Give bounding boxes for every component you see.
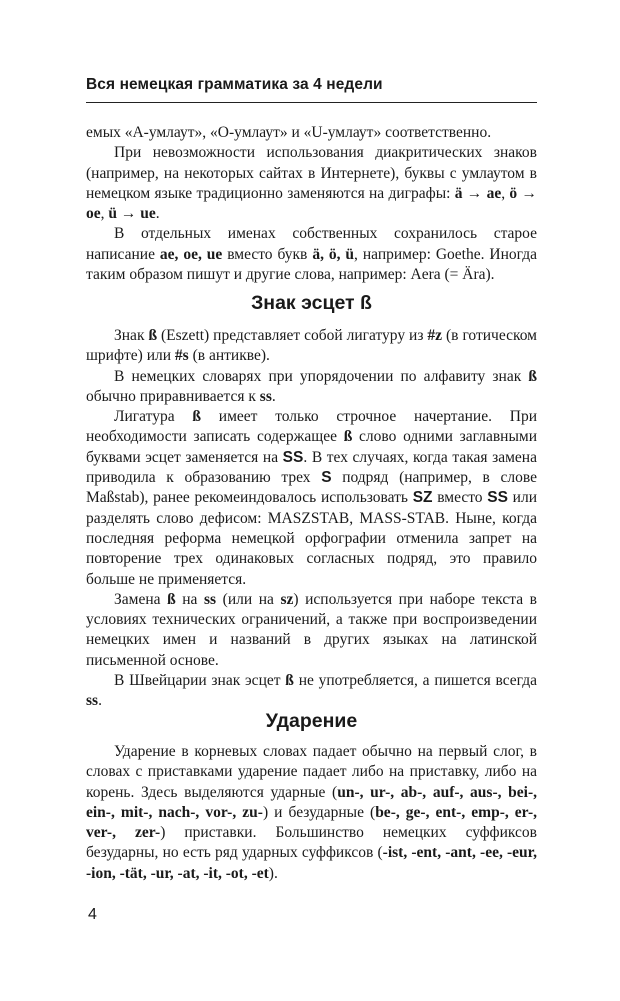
emphasis: ss xyxy=(204,590,217,608)
section-title-stress: Ударение xyxy=(265,710,358,732)
text-run: ). xyxy=(268,864,278,882)
stress-text xyxy=(86,742,537,884)
emphasis: sz xyxy=(280,590,294,608)
intro-paragraph-2 xyxy=(86,143,537,224)
digraph-ue: ü → ue xyxy=(108,205,156,223)
emphasis: ß xyxy=(167,590,176,608)
digraph-oe: ö → oe xyxy=(86,184,537,223)
emphasis: ß xyxy=(528,367,537,385)
running-header: Вся немецкая грамматика за 4 недели xyxy=(86,76,383,93)
text-run: , xyxy=(501,184,510,202)
page-number: 4 xyxy=(88,906,97,923)
text-run: Знак xyxy=(114,327,149,344)
emphasis: ß xyxy=(148,327,158,344)
intro-paragraph-1 xyxy=(86,123,537,143)
unstressed-prefixes: be-, ge-, ent-, emp-, er-, ver-, zer- xyxy=(86,803,538,842)
text-run: . xyxy=(271,387,276,405)
stressed-suffixes: -ist, -ent, -ant, -ee, -eur, -ion, -tät, -ur, -at, -it, -ot, -et xyxy=(86,844,538,882)
emphasis: S xyxy=(321,469,332,487)
eszett-paragraph-2 xyxy=(86,367,537,408)
intro-paragraph-3 xyxy=(86,224,537,285)
digraph-ae: ä → ae xyxy=(454,184,502,202)
emphasis: SS xyxy=(282,448,304,466)
eszett-paragraph-1 xyxy=(86,326,537,367)
emphasis: ss xyxy=(86,692,99,710)
section-title-eszett: Знак эсцет ß xyxy=(251,292,372,314)
intro-text xyxy=(86,123,537,285)
text-run: емых «А-умлаут», «О-умлаут» и «U-умлаут» соответственно. xyxy=(86,124,492,141)
text-run: (или на xyxy=(216,590,281,608)
emphasis: ss xyxy=(259,387,272,405)
text-run: вместо букв xyxy=(222,245,313,263)
emphasis: ß xyxy=(285,672,294,690)
text-run: , например: Goethe. Иногда таким образом пишут и другие слова, например: Aera (= Ära). xyxy=(86,245,537,284)
text-run: обычно приравнивается к xyxy=(86,387,260,405)
text-run: на xyxy=(175,590,205,608)
emphasis: SS xyxy=(487,489,508,507)
text-run: ) используется при наборе текста в условиях технических ограничений, а также при воспроизведении немецких имен и названий в других языках на латинской письменной основе. xyxy=(86,590,537,669)
text-run: подряд (например, в слове Maßstab), ранее рекомеиндовалось использовать xyxy=(86,469,537,507)
text-run: (Eszett) представляет собой лигатуру из xyxy=(157,327,428,344)
text-run: В Швейцарии знак эсцет xyxy=(114,672,286,690)
emphasis: #s xyxy=(174,347,189,365)
text-run: Замена xyxy=(114,590,168,608)
text-run: имеет только строчное начертание. При необходимости записать содержащее xyxy=(86,408,537,446)
text-run: Лигатура xyxy=(114,408,193,426)
text-run: . xyxy=(98,692,102,710)
text-run: В немецких словарях при упорядочении по алфавиту знак xyxy=(114,367,529,385)
emphasis: #z xyxy=(427,327,443,344)
text-run: не употребляется, а пишется всегда xyxy=(293,672,538,690)
eszett-paragraph-5 xyxy=(86,671,537,712)
text-run: ) приставки. Большинство немецких суффиксов безударны, но есть ряд ударных суффиксов ( xyxy=(86,824,537,862)
text-run: слово одними заглавными буквами эсцет заменяется на xyxy=(86,428,537,466)
emphasis: ß xyxy=(343,428,353,446)
text-run: В отдельных именах собственных сохранилось старое написание xyxy=(86,225,537,263)
header-rule xyxy=(86,102,537,103)
eszett-text xyxy=(86,326,537,712)
eszett-paragraph-3 xyxy=(86,407,537,590)
text-run: (в антикве). xyxy=(188,347,270,365)
text-run: . В тех случаях, когда такая замена приводила к образованию трех xyxy=(86,448,537,487)
text-run: Ударение в корневых словах падает обычно на первый слог, в словах с приставками ударение падает либо на приставку, либо на корень. Здесь выделяются ударные ( xyxy=(86,743,537,801)
emphasis: ä, ö, ü xyxy=(312,245,355,263)
emphasis: SZ xyxy=(412,489,433,507)
text-run: . xyxy=(155,205,160,223)
text-run: При невозможности использования диакритических знаков (например, на некоторых сайтах в Интернете), буквы с умлаутом в немецком языке традиционно заменяются на диграфы: xyxy=(86,144,537,202)
text-run: или разделять слово дефисом: MASZSTAB, MASS-STAB. Ныне, когда последняя реформа немецкой орфографии отменила запрет на повторение трех одинаковых согласных подряд, это правило больше не применяется. xyxy=(86,489,538,588)
text-run: вместо xyxy=(432,489,488,507)
stressed-prefixes: un-, ur-, ab-, auf-, aus-, bei-, ein-, mit-, nach-, vor-, zu- xyxy=(86,783,537,821)
emphasis: ae, oe, ue xyxy=(159,245,223,263)
emphasis: ß xyxy=(192,408,201,426)
text-run: (в готическом шрифте) или xyxy=(86,327,537,365)
text-run: ) и безударные ( xyxy=(262,803,376,821)
text-run: , xyxy=(100,205,109,223)
eszett-paragraph-4 xyxy=(86,590,537,671)
stress-paragraph-1 xyxy=(86,742,537,884)
